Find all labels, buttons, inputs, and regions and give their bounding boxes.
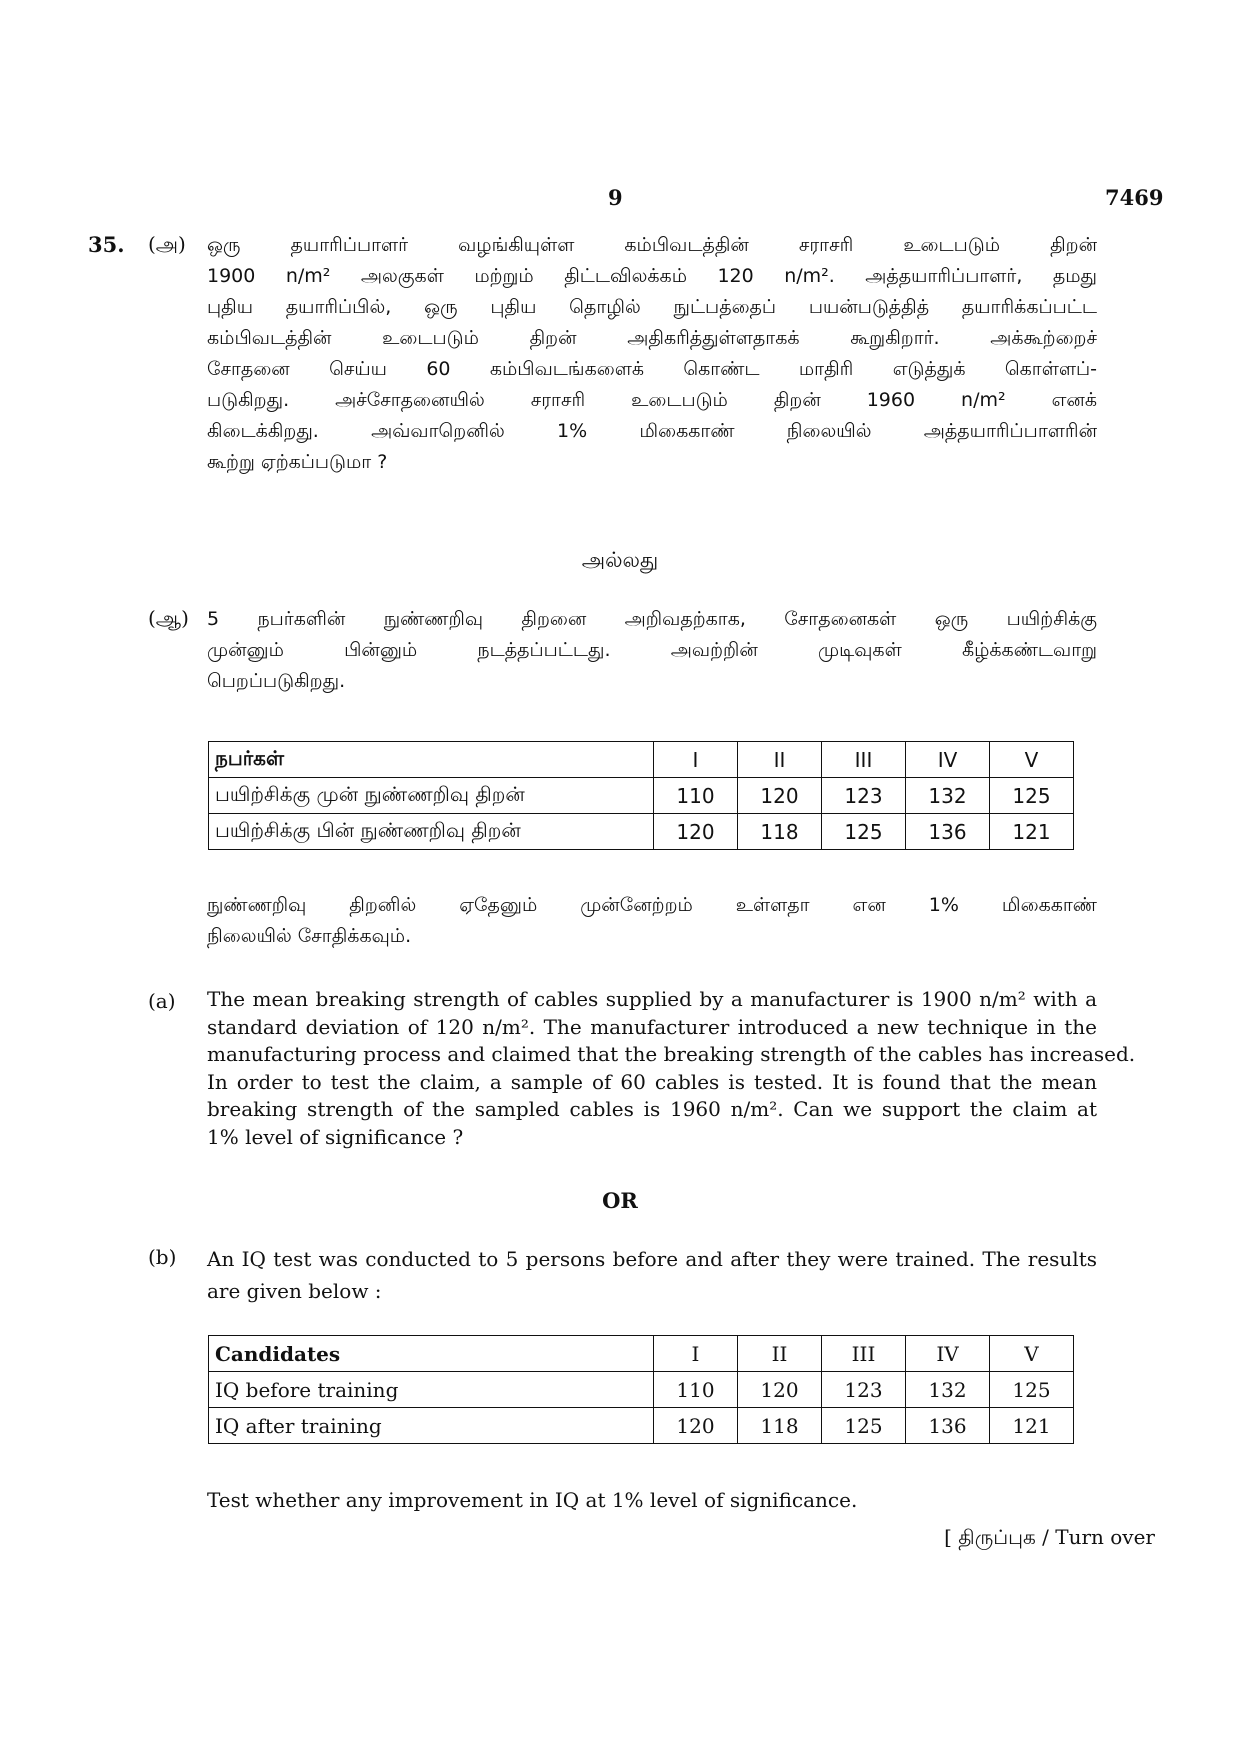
table-cell: 121 (990, 814, 1074, 850)
english-b-label: (b) (148, 1245, 177, 1269)
english-iq-table (208, 1335, 1074, 1444)
tamil-b-line: முன்னும் பின்னும் நடத்தப்பட்டது. அவற்றின் முடிவுகள் கீழ்க்கண்டவாறு (207, 639, 1097, 661)
page-number: 9 (608, 185, 623, 210)
table-header-cell: நபர்கள் (209, 742, 654, 778)
table-header-cell: I (654, 1336, 738, 1372)
tamil-a-line: கம்பிவடத்தின் உடைபடும் திறன் அதிகரித்துள்ளதாகக் கூறுகிறார். அக்கூற்றைச் (207, 327, 1097, 349)
tamil-question-line: நுண்ணறிவு திறனில் ஏதேனும் முன்னேற்றம் உள்ளதா என 1% மிகைகாண் (207, 894, 1097, 916)
english-a-line: standard deviation of 120 n/m². The manufacturer introduced a new technique in the (207, 1014, 1097, 1039)
english-a-line: manufacturing process and claimed that the breaking strength of the cables has increased. (207, 1042, 1136, 1066)
table-cell: பயிற்சிக்கு முன் நுண்ணறிவு திறன் (209, 778, 654, 814)
tamil-a-line: படுகிறது. அச்சோதனையில் சராசரி உடைபடும் திறன் 1960 n/m² எனக் (207, 389, 1097, 411)
table-cell: 136 (906, 814, 990, 850)
table-cell: 125 (990, 778, 1074, 814)
table-row (209, 1372, 1074, 1408)
table-cell: 123 (822, 1372, 906, 1408)
table-cell: 125 (822, 1408, 906, 1444)
table-cell: 120 (738, 778, 822, 814)
table-header-cell: V (990, 1336, 1074, 1372)
english-or-heading: OR (602, 1188, 638, 1213)
table-row (209, 814, 1074, 850)
table-cell: 123 (822, 778, 906, 814)
table-header-cell: Candidates (209, 1336, 654, 1372)
table-header-cell: IV (906, 1336, 990, 1372)
table-cell: 121 (990, 1408, 1074, 1444)
question-number: 35. (88, 232, 125, 257)
table-cell: 110 (654, 1372, 738, 1408)
tamil-b-label: (ஆ) (148, 606, 189, 630)
table-cell: 132 (906, 778, 990, 814)
table-row (209, 778, 1074, 814)
tamil-a-label: (அ) (148, 232, 186, 256)
english-a-paragraph (207, 986, 1136, 1151)
table-cell: 125 (990, 1372, 1074, 1408)
tamil-question-text (207, 890, 1097, 952)
table-header-cell: III (822, 1336, 906, 1372)
table-cell: 132 (906, 1372, 990, 1408)
paper-code: 7469 (1105, 185, 1164, 210)
table-cell: 120 (738, 1372, 822, 1408)
table-header-cell: V (990, 742, 1074, 778)
tamil-a-line: சோதனை செய்ய 60 கம்பிவடங்களைக் கொண்ட மாதிரி எடுத்துக் கொள்ளப்- (207, 358, 1097, 380)
table-header-cell: II (738, 742, 822, 778)
english-a-line: The mean breaking strength of cables supplied by a manufacturer is 1900 n/m² with a (207, 987, 1097, 1011)
table-cell: 120 (654, 814, 738, 850)
tamil-a-line: 1900 n/m² அலகுகள் மற்றும் திட்டவிலக்கம் 120 n/m². அத்தயாரிப்பாளர், தமது (207, 265, 1097, 287)
table-cell: 110 (654, 778, 738, 814)
table-cell: IQ before training (209, 1372, 654, 1408)
table-cell: 118 (738, 814, 822, 850)
turn-over-note: [ திருப்புக / Turn over (944, 1525, 1155, 1549)
tamil-a-line: புதிய தயாரிப்பில், ஒரு புதிய தொழில் நுட்பத்தைப் பயன்படுத்தித் தயாரிக்கப்பட்ட (207, 296, 1097, 318)
english-a-line: breaking strength of the sampled cables is 1960 n/m². Can we support the claim at (207, 1097, 1097, 1121)
english-a-line: 1% level of significance ? (207, 1124, 464, 1149)
tamil-question-line: நிலையில் சோதிக்கவும். (207, 925, 412, 947)
english-a-label: (a) (148, 989, 176, 1013)
table-row (209, 1408, 1074, 1444)
tamil-b-line: பெறப்படுகிறது. (207, 670, 346, 692)
tamil-b-paragraph (207, 604, 1097, 697)
tamil-iq-table (208, 741, 1074, 850)
tamil-b-line: 5 நபர்களின் நுண்ணறிவு திறனை அறிவதற்காக, சோதனைகள் ஒரு பயிற்சிக்கு (207, 608, 1097, 630)
english-a-line: In order to test the claim, a sample of 60 cables is tested. It is found that the mean (207, 1069, 1097, 1094)
table-cell: 125 (822, 814, 906, 850)
english-b-line: are given below : (207, 1279, 382, 1303)
table-cell: 136 (906, 1408, 990, 1444)
tamil-a-line: கூற்று ஏற்கப்படுமா ? (207, 451, 388, 473)
table-header-row (209, 1336, 1074, 1372)
table-cell: IQ after training (209, 1408, 654, 1444)
table-header-cell: I (654, 742, 738, 778)
table-header-cell: III (822, 742, 906, 778)
english-b-paragraph (207, 1243, 1097, 1307)
tamil-a-line: ஒரு தயாரிப்பாளர் வழங்கியுள்ள கம்பிவடத்தின் சராசரி உடைபடும் திறன் (207, 234, 1097, 256)
tamil-or-heading: அல்லது (581, 548, 659, 572)
tamil-a-paragraph (207, 230, 1097, 478)
table-header-cell: IV (906, 742, 990, 778)
table-cell: பயிற்சிக்கு பின் நுண்ணறிவு திறன் (209, 814, 654, 850)
tamil-a-line: கிடைக்கிறது. அவ்வாறெனில் 1% மிகைகாண் நிலையில் அத்தயாரிப்பாளரின் (207, 420, 1097, 442)
table-cell: 118 (738, 1408, 822, 1444)
table-header-cell: II (738, 1336, 822, 1372)
english-b-line: An IQ test was conducted to 5 persons before and after they were trained. The results (207, 1247, 1097, 1271)
table-cell: 120 (654, 1408, 738, 1444)
table-header-row (209, 742, 1074, 778)
english-question-text: Test whether any improvement in IQ at 1% level of significance. (207, 1488, 858, 1512)
